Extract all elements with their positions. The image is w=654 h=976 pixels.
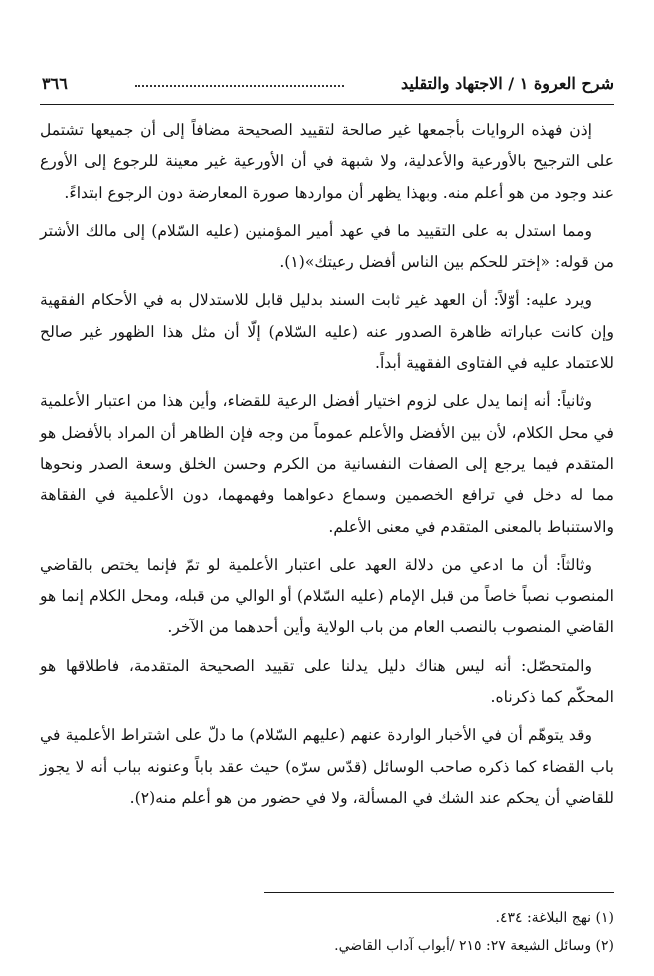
footnote-separator	[264, 892, 614, 893]
paragraph: وثانياً: أنه إنما يدل على لزوم اختيار أفضل الرعية للقضاء، وأين هذا من اعتبار الأعلمية في محل الكلام، لأن بين الأفضل والأعلم عموماً من وجه فإن الظاهر أن المراد بالأفضل هو المتقدم فيما يرجع إلى الصفات النفسانية من الكرم وحسن الخلق وسعة الصدر ونحوها مما له دخل في ترافع الخصمين وسماع دعواهما وفهمهما، دون الأعلمية في الفقاهة والاستنباط بالمعنى المتقدم في معنى الأعلم.	[40, 392, 614, 536]
running-header	[40, 70, 614, 105]
footnotes	[40, 904, 614, 960]
footnote: (٢) وسائل الشيعة ٢٧: ٢١٥ /أبواب آداب القاضي.	[334, 938, 614, 954]
footnote: (١) نهج البلاغة: ٤٣٤.	[495, 910, 614, 926]
paragraph: إذن فهذه الروايات بأجمعها غير صالحة لتقييد الصحيحة مضافاً إلى أن جميعها تشتمل على الترجيح بالأورعية والأعدلية، ولا شبهة في أن الأورعية غير معينة للرجوع إلى الأورع عند وجود من هو أعلم منه. وبهذا يظهر أن مواردها صورة المعارضة دون الرجوع ابتداءً.	[40, 121, 614, 202]
paragraph: وثالثاً: أن ما ادعي من دلالة العهد على اعتبار الأعلمية لو تمّ فإنما يختص بالقاضي المنصوب نصباً خاصاً من قبل الإمام (عليه السّلام) أو الوالي من قبله، ومحل الكلام إنما هو القاضي المنصوب بالنصب العام من باب الولاية وأين أحدهما من الآخر.	[40, 555, 614, 637]
running-title: شرح العروة ١ / الاجتهاد والتقليد	[401, 74, 614, 93]
paragraph: وقد يتوهّم أن في الأخبار الواردة عنهم (عليهم السّلام) ما دلّ على اشتراط الأعلمية في باب القضاء كما ذكره صاحب الوسائل (قدّس سرّه) حيث عقد باباً وعنونه بباب أنه لا يجوز للقاضي أن يحكم عند الشك في المسألة، ولا في حضور من هو أعلم منه(٢).	[40, 726, 614, 807]
page-number: ٣٦٦	[42, 74, 68, 93]
paragraph: والمتحصّل: أنه ليس هناك دليل يدلنا على تقييد الصحيحة المتقدمة، فاطلاقها هو المحكّم كما ذكرناه.	[40, 656, 614, 707]
book-page	[40, 70, 614, 954]
paragraph: ومما استدل به على التقييد ما في عهد أمير المؤمنين (عليه السّلام) إلى مالك الأشتر من قوله: «إختر للحكم بين الناس أفضل رعيتك»(١).	[40, 221, 614, 272]
leader-dots	[135, 85, 344, 87]
paragraph: ويرد عليه: أوّلاً: أن العهد غير ثابت السند بدليل قابل للاستدلال به في الأحكام الفقهية وإن كانت عباراته ظاهرة الصدور عنه (عليه السّلام) إلّا أن مثل هذا الظهور غير صالح للاعتماد عليه في الفتاوى الفقهية أبداً.	[40, 291, 614, 373]
main-text	[40, 115, 614, 814]
